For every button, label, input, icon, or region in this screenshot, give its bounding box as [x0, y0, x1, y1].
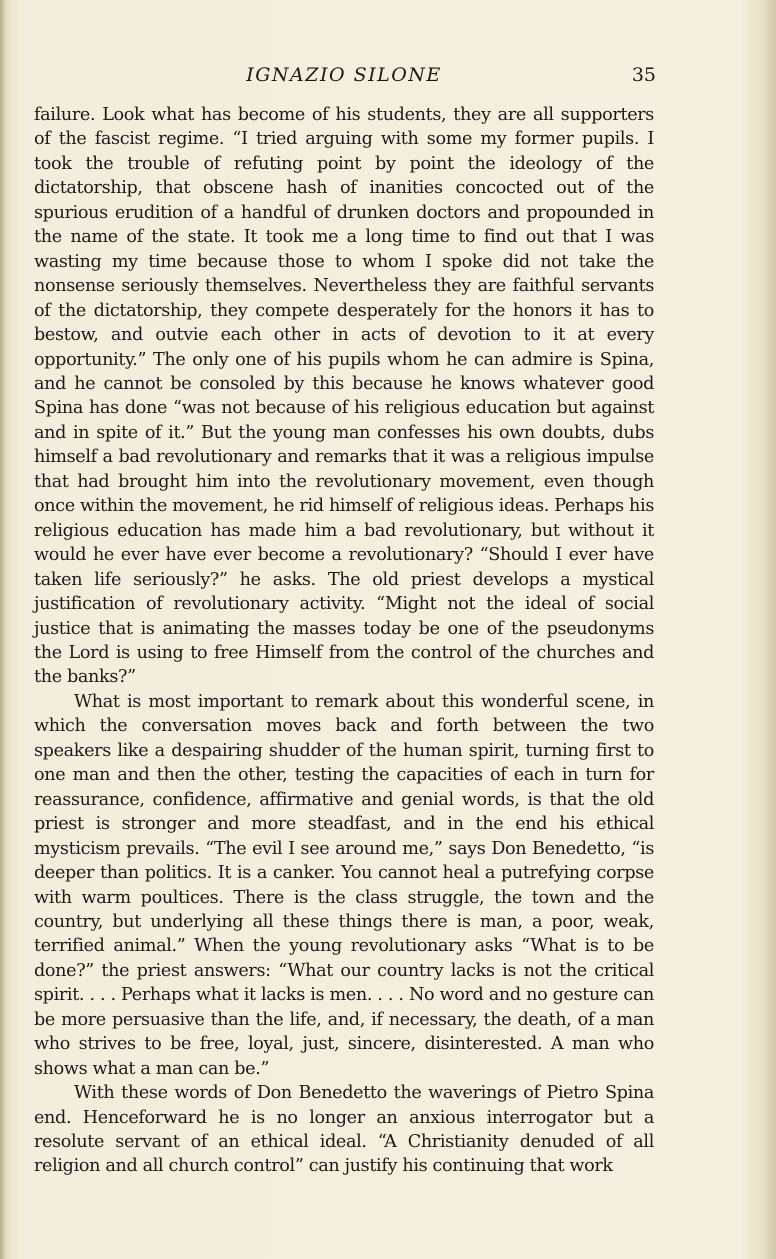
paragraph-2: What is most important to remark about this wonderful scene, in which the conversation moves back and forth between the two speakers like a despairing shudder of the human spirit, turning first to one man and then the other, testing the capacities of each in turn for reassurance, confidence, affirmative and genial words, is that the old priest is stronger and more steadfast, and in the end his ethical mysticism prevails. “The evil I see around me,” says Don Benedetto, “is deeper than politics. It is a canker. You cannot heal a putrefying corpse with warm poultices. There is the class struggle, the town and the country, but underlying all these things there is man, a poor, weak, terrified animal.” When the young revolutionary asks “What is to be done?” the priest answers: “What our country lacks is not the critical spirit. . . . Perhaps what it lacks is men. . . . No word and no gesture can be more persuasive than the life, and, if necessary, the death, of a man who strives to be free, loyal, just, sincere, disinterested. A man who shows what a man can be.”: [34, 691, 654, 1079]
body-text: [34, 103, 654, 1179]
running-head: IGNAZIO SILONE: [246, 64, 442, 86]
page-header: [34, 62, 654, 92]
gutter-shadow: [0, 0, 6, 1259]
paragraph-3: With these words of Don Benedetto the waverings of Pietro Spina end. Henceforward he is no longer an anxious interrogator but a resolute servant of an ethical ideal. “A Christianity denuded of all religion and all church control” can justify his continuing that work: [34, 1083, 654, 1177]
paragraph-1: failure. Look what has become of his students, they are all supporters of the fascist regime. “I tried arguing with some my former pupils. I took the trouble of refuting point by point the ideology of the dictatorship, that obscene hash of inanities concocted out of the spurious erudition of a handful of drunken doctors and propounded in the name of the state. It took me a long time to find out that I was wasting my time because those to whom I spoke did not take the nonsense seriously themselves. Nevertheless they are faithful servants of the dictatorship, they compete desperately for the honors it has to bestow, and outvie each other in acts of devotion to it at every opportunity.” The only one of his pupils whom he can admire is Spina, and he cannot be consoled by this because he knows whatever good Spina has done “was not because of his religious education but against and in spite of it.” But the young man confesses his own doubts, dubs himself a bad revolutionary and remarks that it was a religious impulse that had brought him into the revolutionary movement, even though once within the movement, he rid himself of religious ideas. Perhaps his religious education has made him a bad revolutionary, but without it would he ever have ever become a revolutionary? “Should I ever have taken life seriously?” he asks. The old priest develops a mystical justification of revolutionary activity. “Might not the ideal of social justice that is animating the masses today be one of the pseudonyms the Lord is using to free Himself from the control of the churches and the banks?”: [34, 105, 654, 688]
page-number: 35: [631, 64, 656, 86]
